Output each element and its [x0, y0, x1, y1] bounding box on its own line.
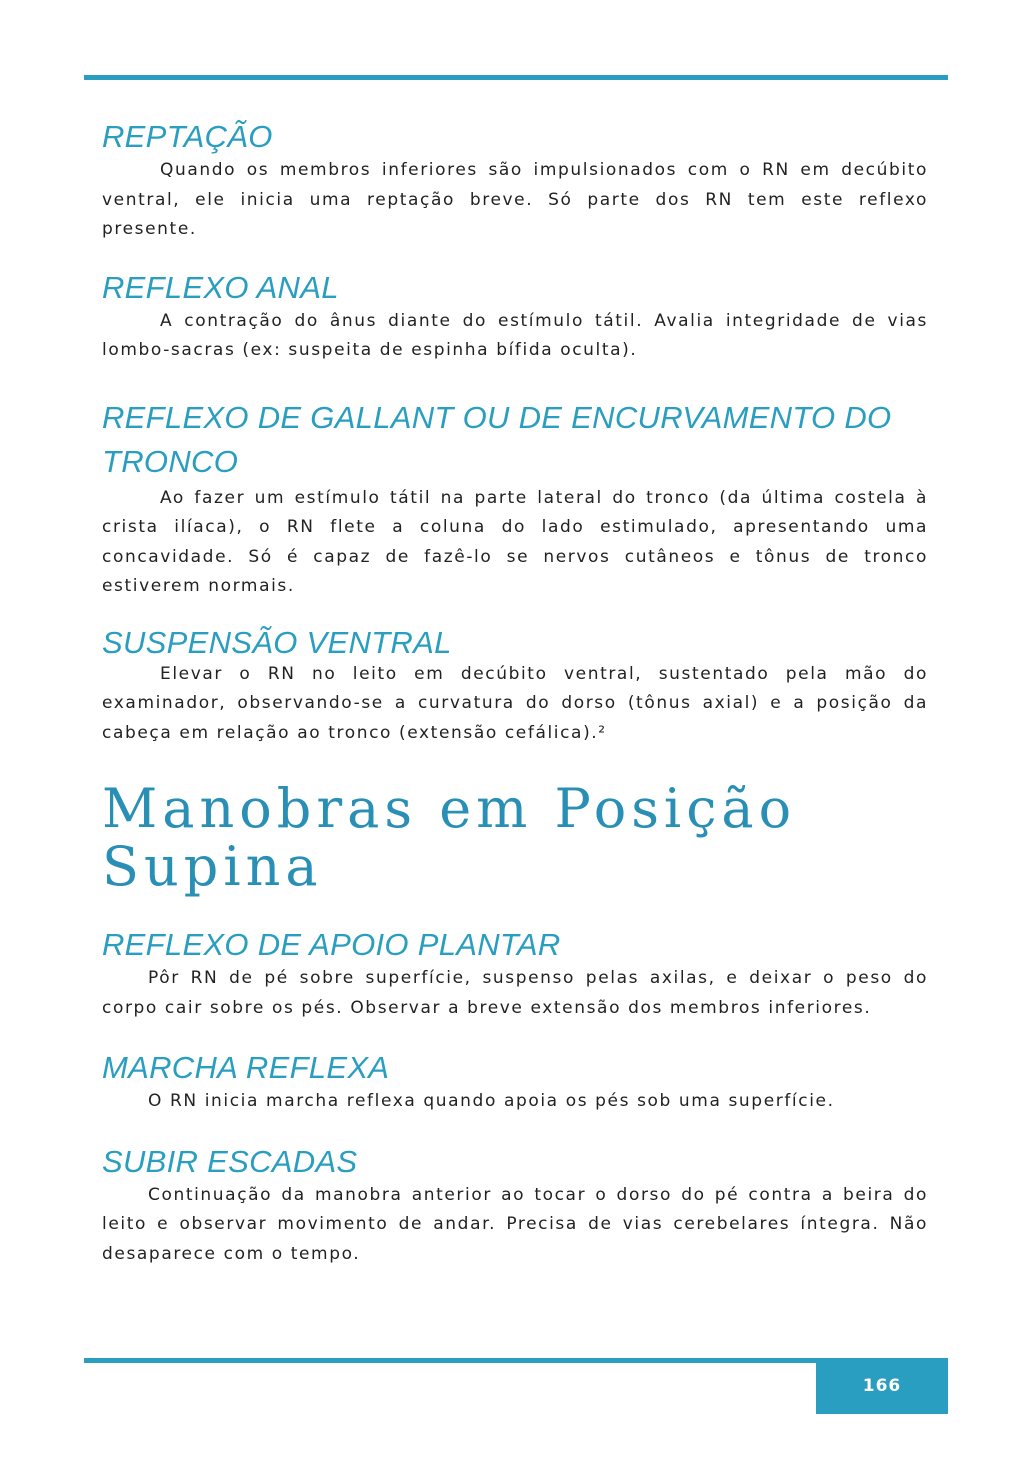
- section-title: REFLEXO ANAL: [102, 269, 339, 305]
- section-title: SUBIR ESCADAS: [102, 1143, 358, 1179]
- section-body: Pôr RN de pé sobre superfície, suspenso pelas axilas, e deixar o peso do corpo cair sobre os pés. Observar a breve extensão dos membros inferiores.: [102, 968, 928, 1018]
- section-body: Continuação da manobra anterior ao tocar o dorso do pé contra a beira do leito e observar movimento de andar. Precisa de vias cerebelares íntegra. Não desaparece com o tempo.: [102, 1184, 928, 1264]
- section-body: A contração do ânus diante do estímulo tátil. Avalia integridade de vias lombo-sacras (ex: suspeita de espinha bífida oculta).: [102, 310, 928, 360]
- section-title: REFLEXO DE APOIO PLANTAR: [102, 927, 561, 962]
- section-marcha-reflexa: [102, 1049, 928, 1117]
- section-body: Quando os membros inferiores são impulsionados com o RN em decúbito ventral, ele inicia uma reptação breve. Só parte dos RN tem este reflexo presente.: [102, 160, 928, 239]
- main-heading: Manobras em Posição Supina: [102, 777, 797, 898]
- section-reflexo-gallant: [102, 396, 928, 602]
- section-body: Ao fazer um estímulo tátil na parte lateral do tronco (da última costela à crista ilíaca), o RN flete a coluna do lado estimulado, apresentando uma concavidade. Só é capaz de fazê-lo se nervos cutâneos e tônus de tronco estiverem normais.: [102, 487, 928, 596]
- section-reflexo-anal: [102, 269, 928, 366]
- page-number: 166: [862, 1376, 902, 1396]
- section-body: O RN inicia marcha reflexa quando apoia os pés sob uma superfície.: [148, 1091, 835, 1111]
- section-suspensao-ventral: [102, 626, 928, 749]
- section-title: REPTAÇÃO: [102, 119, 273, 154]
- section-subir-escadas: [102, 1143, 928, 1270]
- page-content: [102, 118, 928, 1269]
- page-number-box: [816, 1358, 948, 1414]
- section-title: SUSPENSÃO VENTRAL: [102, 624, 452, 660]
- section-title: REFLEXO DE GALLANT OU DE ENCURVAMENTO DO TRONCO: [102, 399, 892, 479]
- section-title: MARCHA REFLEXA: [102, 1050, 390, 1085]
- section-body: Elevar o RN no leito em decúbito ventral, sustentado pela mão do examinador, observando-se a curvatura do dorso (tônus axial) e a posição da cabeça em relação ao tronco (extensão cefálica).²: [102, 663, 928, 743]
- section-apoio-plantar: [102, 926, 928, 1023]
- top-rule: [84, 75, 948, 80]
- section-reptacao: [102, 118, 928, 245]
